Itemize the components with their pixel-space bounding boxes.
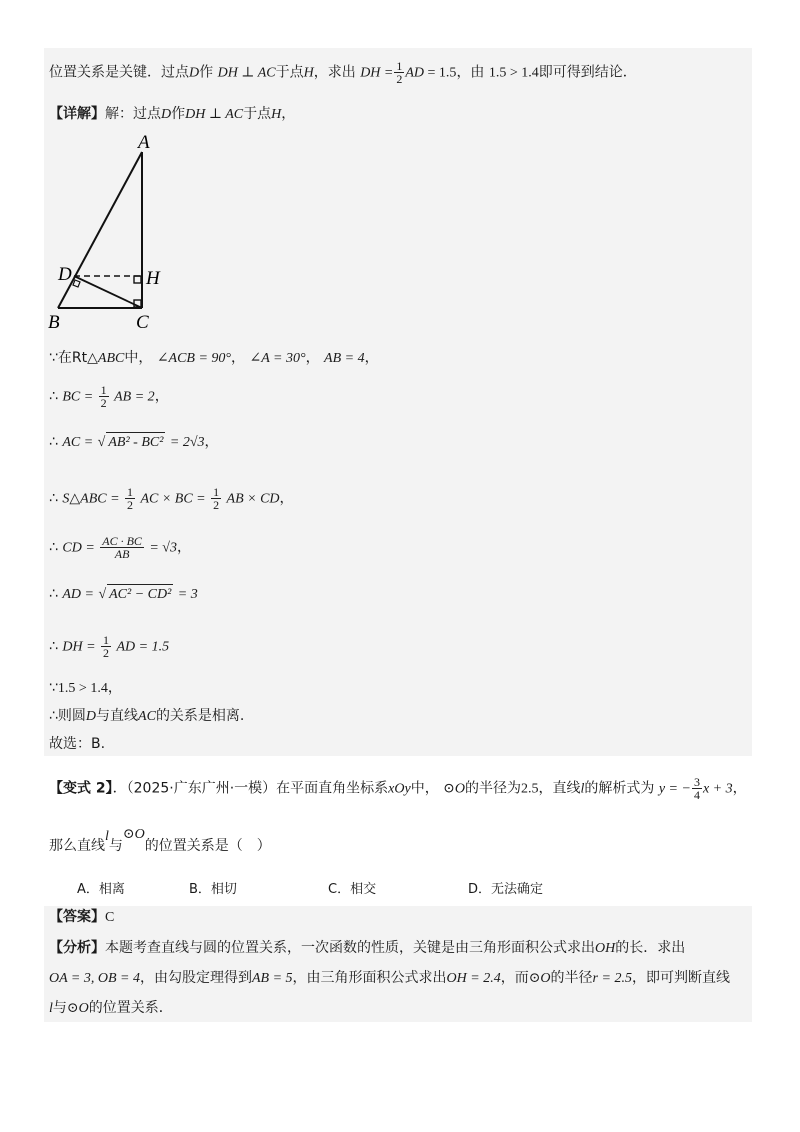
answer-line: 【答案】C [49, 909, 115, 925]
option-c[interactable]: C．相交 [328, 882, 377, 897]
variant-question-cont: 那么直线l与⊙O的位置关系是（ ） [49, 827, 271, 854]
step-ac: ∴ AC = √ AB² - BC² = 2√3， [49, 432, 219, 453]
analysis-summary-line: 位置关系是关键．过点D作 DH ⊥ AC于点H，求出 DH = $\frac{1}{2}$ AD = 1.5，由 1.5 > 1.4即可得到结论． [49, 59, 637, 86]
analysis-line-2: OA = 3, OB = 4，由勾股定理得到AB = 5，由三角形面积公式求出OH = 2.4，而⊙O的半径r = 2.5，即可判断直线 [49, 970, 730, 986]
detail-line: 【详解】解：过点D作DH ⊥ AC于点H， [49, 106, 296, 122]
option-a[interactable]: A．相离 [77, 882, 125, 897]
option-d[interactable]: D．无法确定 [468, 882, 544, 897]
option-b[interactable]: B．相切 [189, 882, 237, 897]
analysis-line-1: 【分析】本题考查直线与圆的位置关系，一次函数的性质，关键是由三角形面积公式求出OH的长．求出 [49, 940, 686, 956]
label-D: D [58, 264, 72, 285]
variant-question: 【变式 2】．（2025·广东广州·一模）在平面直角坐标系xOy中， ⊙O的半径为2.5，直线l的解析式为 y = − $\frac{3}{4}$ x + 3， [49, 775, 747, 802]
step-choice: 故选：B. [49, 736, 106, 752]
step-cd: ∴ CD = $\frac{AC \cdot BC}{AB}$ = √3， [49, 534, 191, 561]
step-ad: ∴ AD = √ AC² − CD² = 3 [49, 584, 198, 605]
analysis-line-3: l与⊙O的位置关系． [49, 1000, 173, 1016]
label-H: H [146, 268, 160, 289]
step-bc: ∴ BC = $\frac{1}{2}$ AB = 2， [49, 383, 169, 410]
triangle-figure [44, 130, 184, 335]
label-B: B [48, 312, 60, 333]
label-A: A [138, 132, 150, 153]
step-given: ∵在Rt△ABC中， ∠ACB = 90°， ∠A = 30°， AB = 4， [49, 350, 379, 366]
step-conclusion: ∴则圆D与直线AC的关系是相离. [49, 708, 245, 724]
step-area: ∴ S△ABC = $\frac{1}{2}$ AC × BC = $\frac{1}{2}$ AB × CD， [49, 485, 294, 512]
step-compare: ∵1.5 > 1.4， [49, 680, 122, 696]
label-C: C [136, 312, 149, 333]
step-dh: ∴ DH = $\frac{1}{2}$ AD = 1.5 [49, 633, 170, 660]
